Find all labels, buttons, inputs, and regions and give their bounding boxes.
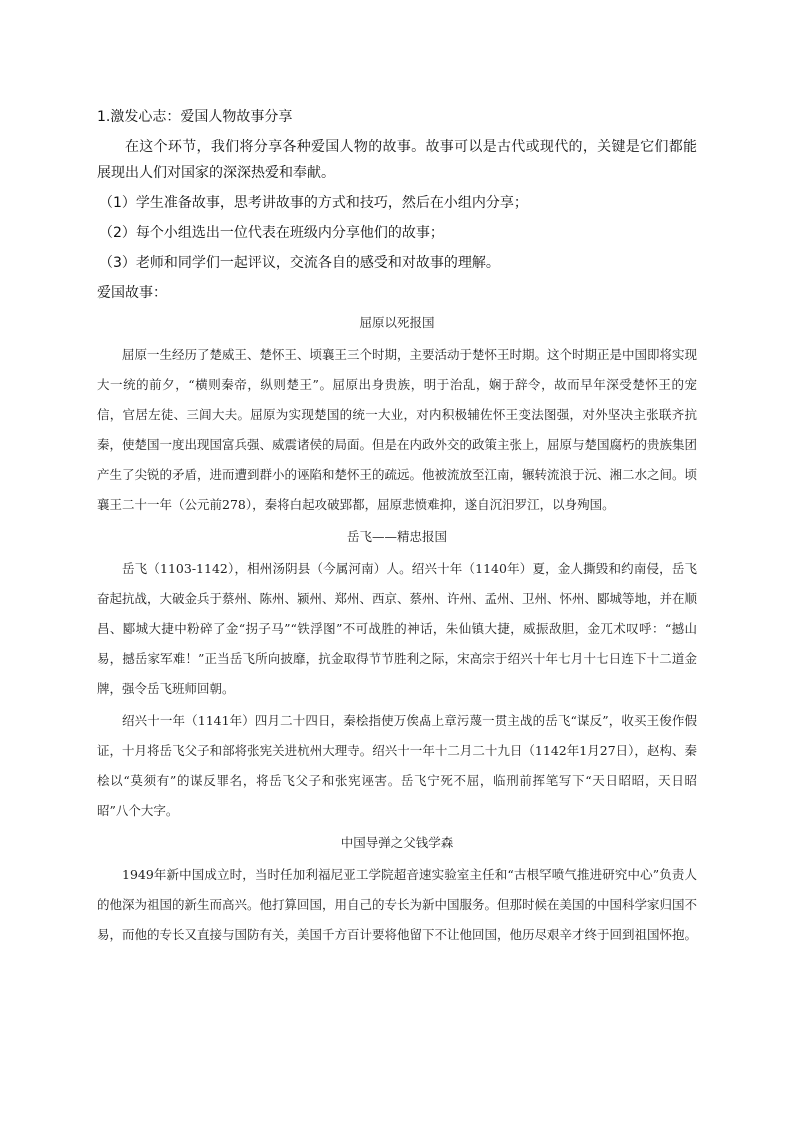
stories-label: 爱国故事： <box>97 285 167 301</box>
step-item: （3）老师和同学们一起评议，交流各自的感受和对故事的理解。 <box>99 255 500 271</box>
story-title-qianxuesen: 中国导弹之父钱学森 <box>340 835 454 850</box>
story-paragraph: 1949年新中国成立时，当时任加利福尼亚工学院超音速实验室主任和“古根罕喷气推进研究中心”负责人的他深为祖国的新生而高兴。他打算回国，用自己的专长为新中国服务。但那时候在美国的中国科学家归国不易，而他的专长又直接与国防有关，美国千方百计要将他留下不让他回国，他历尽艰辛才终于回到祖国怀抱。 <box>97 867 698 942</box>
story-paragraph: 绍兴十一年（1141年）四月二十四日，秦桧指使万俟卨上章污蔑一贯主战的岳飞“谋反”，收买王俊作假证，十月将岳飞父子和部将张宪关进杭州大理寺。绍兴十一年十二月二十九日（1142年1月27日），赵构、秦桧以“莫须有”的谋反罪名，将岳飞父子和张宪诬害。岳飞宁死不屈，临刑前挥笔写下“天日昭昭，天日昭昭”八个大字。 <box>97 713 697 818</box>
story-paragraph: 屈原一生经历了楚威王、楚怀王、顷襄王三个时期，主要活动于楚怀王时期。这个时期正是中国即将实现大一统的前夕，“横则秦帝，纵则楚王”。屈原出身贵族，明于治乱，娴于辞令，故而早年深受楚怀王的宠信，官居左徒、三闾大夫。屈原为实现楚国的统一大业，对内积极辅佐怀王变法图强，对外坚决主张联齐抗秦，使楚国一度出现国富兵强、威震诸侯的局面。但是在内政外交的政策主张上，屈原与楚国腐朽的贵族集团产生了尖锐的矛盾，进而遭到群小的诬陷和楚怀王的疏远。他被流放至江南，辗转流浪于沅、湘二水之间。顷襄王二十一年（公元前278），秦将白起攻破郢都，屈原悲愤难抑，遂自沉汨罗江，以身殉国。 <box>97 347 698 512</box>
story-title-yuefei: 岳飞——精忠报国 <box>346 529 447 544</box>
story-paragraph: 岳飞（1103-1142），相州汤阴县（今属河南）人。绍兴十年（1140年）夏，金人撕毁和约南侵，岳飞奋起抗战，大破金兵于蔡州、陈州、颍州、郑州、西京、蔡州、许州、孟州、卫州、怀州、郾城等地，并在顺昌、郾城大捷中粉碎了金“拐子马”“铁浮图”不可战胜的神话，朱仙镇大捷，威振敌胆，金兀术叹呼：“撼山易，撼岳家军难！”正当岳飞所向披靡，抗金取得节节胜利之际，宋高宗于绍兴十年七月十七日连下十二道金牌，强令岳飞班师回朝。 <box>97 561 698 696</box>
step-item: （2）每个小组选出一位代表在班级内分享他们的故事； <box>99 225 444 241</box>
section-intro: 在这个环节，我们将分享各种爱国人物的故事。故事可以是古代或现代的，关键是它们都能展现出人们对国家的深深热爱和奉献。 <box>97 139 697 181</box>
section-heading: 1.激发心志：爱国人物故事分享 <box>97 109 293 125</box>
document-body <box>97 104 697 952</box>
step-item: （1）学生准备故事，思考讲故事的方式和技巧，然后在小组内分享； <box>99 195 528 211</box>
story-title-quyuan: 屈原以死报国 <box>359 315 435 330</box>
